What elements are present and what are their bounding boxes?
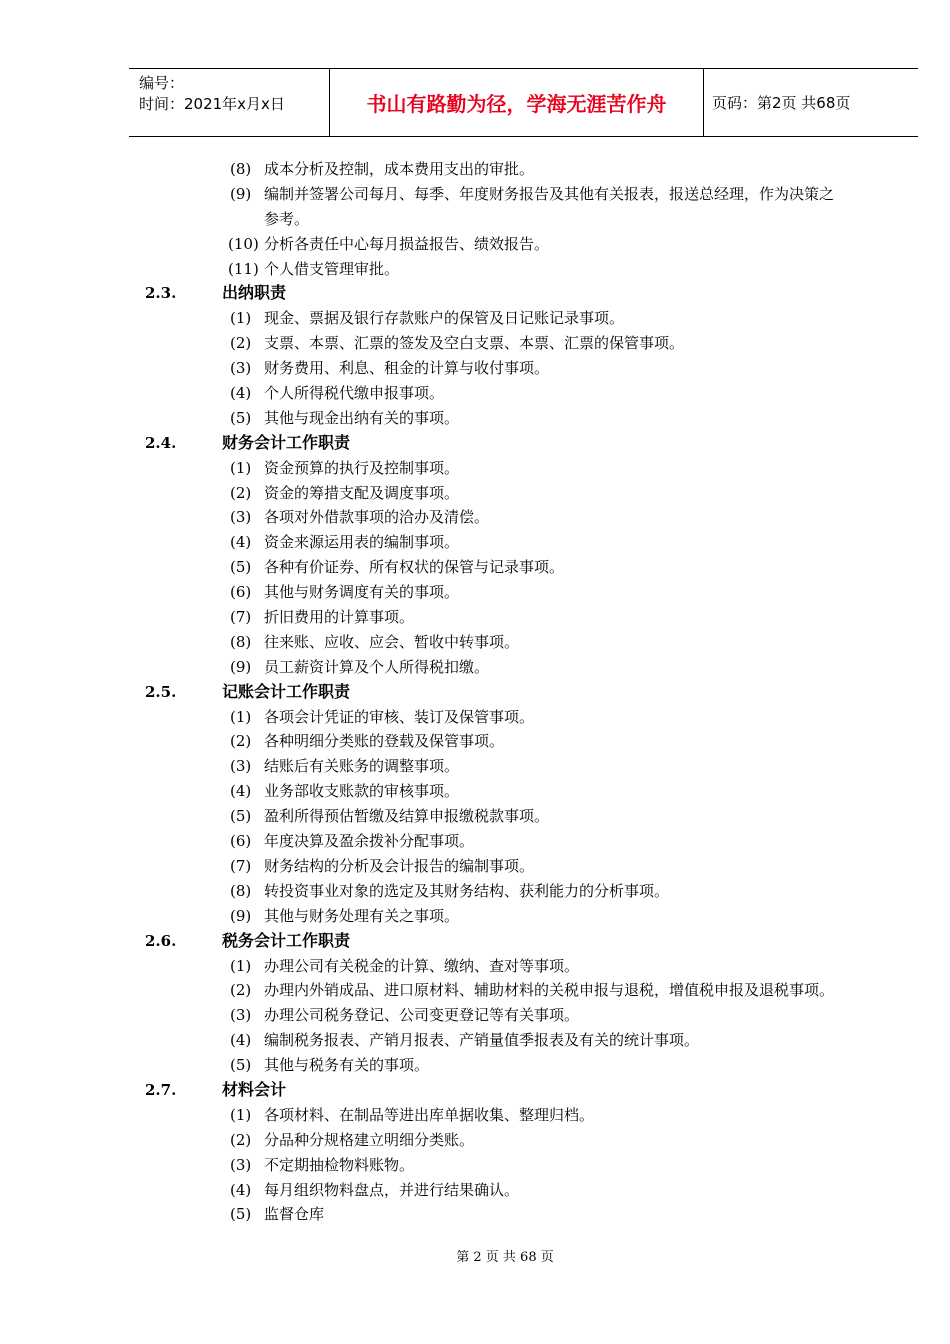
section-heading (0, 680, 950, 705)
list-item (0, 1053, 950, 1078)
list-item (0, 505, 950, 530)
list-item (0, 605, 950, 630)
section-title: 材料会计 (222, 1079, 287, 1099)
list-item-text: 各种明细分类账的登载及保管事项。 (264, 732, 505, 751)
list-item-number: (3) (230, 508, 252, 527)
list-item-number: (2) (230, 334, 252, 353)
list-item-number: (5) (230, 408, 252, 427)
list-item (0, 1128, 950, 1153)
section-number: 2.4. (145, 433, 177, 452)
section-title: 出纳职责 (222, 283, 287, 303)
list-item-number: (9) (230, 906, 252, 925)
list-item-text: 现金、票据及银行存款账户的保管及日记账记录事项。 (264, 309, 625, 328)
list-item-text: 办理公司有关税金的计算、缴纳、查对等事项。 (264, 956, 580, 975)
list-item-number: (2) (230, 483, 252, 502)
list-item-text: 转投资事业对象的选定及其财务结构、获利能力的分析事项。 (264, 881, 670, 900)
list-item-text: 办理公司税务登记、公司变更登记等有关事项。 (264, 1006, 580, 1025)
list-item-text: 不定期抽检物料账物。 (264, 1155, 415, 1174)
list-item-continuation (0, 207, 950, 232)
list-item-number: (5) (230, 1056, 252, 1075)
list-item (0, 406, 950, 431)
list-item (0, 1153, 950, 1178)
section-heading (0, 929, 950, 954)
list-item-number: (8) (230, 881, 252, 900)
list-item-text: 分析各责任中心每月损益报告、绩效报告。 (264, 234, 550, 253)
list-item-text: 年度决算及盈余拨补分配事项。 (264, 832, 475, 851)
list-item (0, 481, 950, 506)
list-item-text: 参考。 (264, 209, 310, 228)
list-item-text: 财务结构的分析及会计报告的编制事项。 (264, 856, 535, 875)
list-item-number: (4) (230, 533, 252, 552)
list-item-text: 编制税务报表、产销月报表、产销量值季报表及有关的统计事项。 (264, 1031, 700, 1050)
list-item (0, 157, 950, 182)
list-item-text: 各项对外借款事项的洽办及清偿。 (264, 508, 490, 527)
list-item-number: (6) (230, 832, 252, 851)
list-item (0, 232, 950, 257)
list-item (0, 705, 950, 730)
list-item-text: 各项会计凭证的审核、装订及保管事项。 (264, 707, 535, 726)
list-item-number: (5) (230, 558, 252, 577)
list-item-number: (6) (230, 583, 252, 602)
list-item-text: 结账后有关账务的调整事项。 (264, 757, 460, 776)
section-number: 2.3. (145, 284, 177, 303)
list-item-number: (1) (230, 707, 252, 726)
section-title: 财务会计工作职责 (222, 432, 351, 452)
list-item (0, 630, 950, 655)
list-item-text: 其他与财务调度有关的事项。 (264, 583, 460, 602)
header-info-cell (129, 69, 330, 136)
list-item-text: 办理内外销成品、进口原材料、辅助材料的关税申报与退税，增值税申报及退税事项。 (264, 981, 835, 1000)
page-header (129, 68, 918, 137)
list-item-text: 盈利所得预估暂缴及结算申报缴税款事项。 (264, 807, 550, 826)
list-item (0, 182, 950, 207)
list-item-number: (2) (230, 1130, 252, 1149)
list-item (0, 381, 950, 406)
list-item-text: 各种有价证券、所有权状的保管与记录事项。 (264, 558, 565, 577)
list-item-number: (1) (230, 956, 252, 975)
list-item (0, 729, 950, 754)
section-heading (0, 1078, 950, 1103)
section-title: 记账会计工作职责 (222, 681, 351, 701)
document-number-label: 编号： (139, 74, 185, 92)
list-item-text: 折旧费用的计算事项。 (264, 608, 415, 627)
list-item (0, 530, 950, 555)
list-item-number: (7) (230, 856, 252, 875)
list-item (0, 754, 950, 779)
list-item-number: (5) (230, 1205, 252, 1224)
list-item-text: 业务部收支账款的审核事项。 (264, 782, 460, 801)
document-time-label: 时间：2021年x月x日 (139, 95, 285, 113)
list-item (0, 655, 950, 680)
list-item (0, 804, 950, 829)
list-item-text: 支票、本票、汇票的签发及空白支票、本票、汇票的保管事项。 (264, 334, 685, 353)
list-item-text: 分品种分规格建立明细分类账。 (264, 1130, 475, 1149)
list-item (0, 1003, 950, 1028)
list-item-text: 个人所得税代缴申报事项。 (264, 384, 445, 403)
list-item-text: 成本分析及控制，成本费用支出的审批。 (264, 160, 535, 178)
list-item-number: (7) (230, 608, 252, 627)
list-item (0, 306, 950, 331)
section-number: 2.7. (145, 1080, 177, 1099)
list-item-number: (3) (230, 359, 252, 378)
list-item (0, 879, 950, 904)
list-item-text: 财务费用、利息、租金的计算与收付事项。 (264, 359, 550, 378)
list-item (0, 456, 950, 481)
list-item (0, 1028, 950, 1053)
list-item-text: 其他与现金出纳有关的事项。 (264, 408, 460, 427)
list-item (0, 854, 950, 879)
list-item-text: 每月组织物料盘点，并进行结果确认。 (264, 1180, 520, 1199)
list-item-number: (2) (230, 981, 252, 1000)
list-item-number: (10) (228, 234, 259, 253)
list-item (0, 779, 950, 804)
section-title: 税务会计工作职责 (222, 930, 351, 950)
list-item-number: (9) (230, 657, 252, 676)
list-item-text: 其他与税务有关的事项。 (264, 1056, 430, 1075)
list-item-number: (11) (228, 259, 259, 278)
list-item-text: 资金预算的执行及控制事项。 (264, 458, 460, 477)
list-item-text: 个人借支管理审批。 (264, 259, 400, 278)
list-item-text: 监督仓库 (264, 1205, 325, 1224)
list-item-text: 往来账、应收、应会、暂收中转事项。 (264, 632, 520, 651)
list-item-number: (4) (230, 1031, 252, 1050)
list-item-number: (3) (230, 757, 252, 776)
list-item (0, 580, 950, 605)
section-number: 2.6. (145, 931, 177, 950)
list-item-text: 编制并签署公司每月、每季、年度财务报告及其他有关报表，报送总经理，作为决策之 (264, 184, 835, 203)
list-item-number: (1) (230, 309, 252, 328)
list-item-text: 其他与财务处理有关之事项。 (264, 906, 460, 925)
list-item-number: (3) (230, 1006, 252, 1025)
list-item-number: (8) (230, 632, 252, 651)
list-item-number: (4) (230, 782, 252, 801)
list-item (0, 978, 950, 1003)
list-item-text: 员工薪资计算及个人所得税扣缴。 (264, 657, 490, 676)
section-heading (0, 281, 950, 306)
header-motto: 书山有路勤为径，学海无涯苦作舟 (330, 69, 704, 136)
list-item (0, 1103, 950, 1128)
list-item-text: 各项材料、在制品等进出库单据收集、整理归档。 (264, 1105, 595, 1124)
list-item-number: (9) (230, 184, 252, 203)
header-page-label: 页码：第2页 共68页 (712, 94, 851, 112)
list-item-number: (2) (230, 732, 252, 751)
list-item (0, 1202, 950, 1227)
page-footer: 第 2 页 共 68 页 (456, 1250, 554, 1265)
list-item-number: (1) (230, 1105, 252, 1124)
list-item-number: (4) (230, 1180, 252, 1199)
list-item-number: (5) (230, 807, 252, 826)
list-item-number: (3) (230, 1155, 252, 1174)
section-number: 2.5. (145, 682, 177, 701)
list-item (0, 356, 950, 381)
list-item (0, 555, 950, 580)
list-item (0, 829, 950, 854)
list-item-number: (4) (230, 384, 252, 403)
list-item (0, 257, 950, 282)
list-item-text: 资金的筹措支配及调度事项。 (264, 483, 460, 502)
list-item (0, 904, 950, 929)
list-item (0, 954, 950, 979)
list-item (0, 1178, 950, 1203)
list-item-text: 资金来源运用表的编制事项。 (264, 533, 460, 552)
document-body (0, 157, 950, 1227)
list-item (0, 331, 950, 356)
list-item-number: (1) (230, 458, 252, 477)
section-heading (0, 431, 950, 456)
list-item-number: (8) (230, 160, 252, 178)
